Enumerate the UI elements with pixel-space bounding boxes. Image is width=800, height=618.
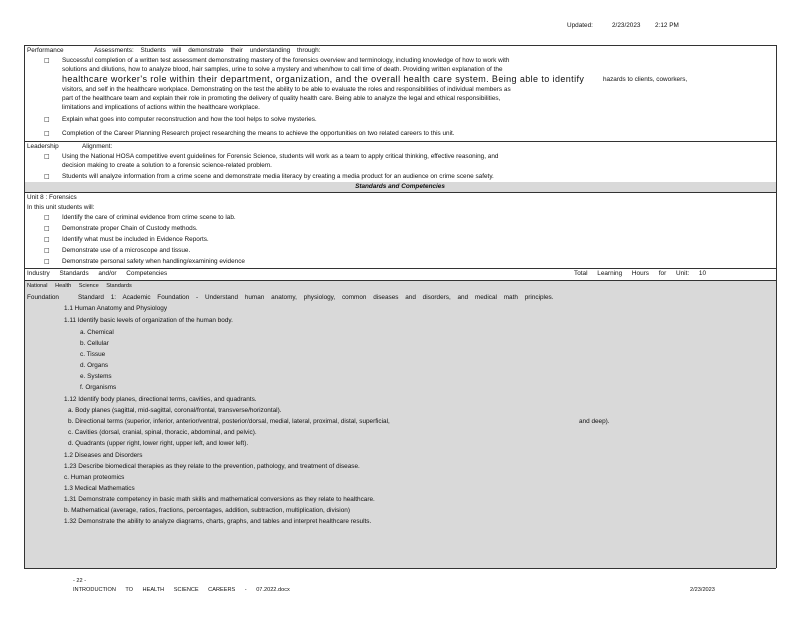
body-quadrants: d. Quadrants (upper right, lower right, upper left, and lower left).: [68, 440, 249, 447]
standard-1-11: 1.11 Identify basic levels of organization of the human body.: [64, 317, 233, 324]
performance-bullet-1-line-3: healthcare worker's role within their department, organization, and the overall health care system. Being able to identify: [62, 74, 585, 84]
document-name: INTRODUCTION TO HEALTH SCIENCE CAREERS - 07.2022.docx: [73, 587, 290, 593]
organization-level: d. Organs: [80, 362, 109, 369]
standard-1-1: 1.1 Human Anatomy and Physiology: [64, 305, 168, 312]
unit-intro: In this unit students will:: [27, 204, 95, 211]
assessments-heading: Assessments: Students will demonstrate their understanding through:: [94, 47, 321, 54]
body-planes: a. Body planes (sagittal, mid-sagittal, coronal/frontal, transverse/horizontal).: [68, 407, 282, 414]
unit-title: Unit 8 : Forensics: [27, 194, 77, 201]
leadership-bullet-1-line-2: decision making to create a solution to a forensic science-related problem.: [62, 162, 272, 169]
updated-time: 2:12 PM: [655, 22, 679, 29]
organization-level: c. Tissue: [80, 351, 106, 358]
organization-level: b. Cellular: [80, 340, 109, 347]
section-divider: [24, 268, 776, 269]
human-proteomics: c. Human proteomics: [64, 474, 125, 481]
bullet-icon: □: [44, 173, 50, 180]
bullet-icon: □: [44, 214, 50, 221]
standard-1-32: 1.32 Demonstrate the ability to analyze diagrams, charts, graphs, and tables and interpret healthcare results.: [64, 518, 372, 525]
bullet-icon: □: [44, 116, 50, 123]
performance-bullet-1-line-6: limitations and implications of actions within the healthcare workplace.: [62, 104, 260, 111]
body-cavities: c. Cavities (dorsal, cranial, spinal, thoracic, abdominal, and pelvic).: [68, 429, 257, 436]
performance-bullet-2: Explain what goes into computer reconstruction and how the tool helps to solve mysteries.: [62, 116, 317, 123]
leadership-label: Leadership: [27, 143, 59, 150]
table-right-border: [776, 45, 777, 568]
bullet-icon: □: [44, 258, 50, 265]
section-divider: [24, 192, 776, 193]
unit-objective: Demonstrate use of a microscope and tissue.: [62, 247, 191, 254]
alignment-heading: Alignment:: [82, 143, 113, 150]
performance-bullet-1-line-5: part of the healthcare team and explain their role in promoting the delivery of quality health care. Being able to analyze the legal and ethical responsibilities,: [62, 95, 501, 102]
mathematical-operations: b. Mathematical (average, ratios, fractions, percentages, addition, subtraction, multiplication, division): [64, 507, 350, 514]
nhss-label: National Health Science Standards: [27, 283, 132, 289]
performance-bullet-1-line-3-tail: hazards to clients, coworkers,: [603, 76, 688, 83]
performance-bullet-3: Completion of the Career Planning Research project researching the means to achieve the opportunities on two related careers to this unit.: [62, 130, 455, 137]
section-divider: [24, 141, 776, 142]
organization-level: a. Chemical: [80, 329, 114, 336]
leadership-bullet-2: Students will analyze information from a crime scene and demonstrate media literacy by creating a media product for an audience on crime scene safety.: [62, 173, 494, 180]
standard-1-12: 1.12 Identify body planes, directional terms, cavities, and quadrants.: [64, 396, 257, 403]
foundation-label: Foundation: [27, 294, 59, 301]
standards-heading: Standards and Competencies: [355, 183, 445, 190]
organization-level: e. Systems: [80, 373, 112, 380]
foundation-standard: Standard 1: Academic Foundation - Understand human anatomy, physiology, common diseases and disorders, and medical math principles.: [78, 294, 554, 301]
bullet-icon: □: [44, 236, 50, 243]
standard-1-31: 1.31 Demonstrate competency in basic math skills and mathematical conversions as they relate to healthcare.: [64, 496, 375, 503]
page-number: - 22 -: [73, 578, 87, 584]
bullet-icon: □: [44, 57, 50, 64]
industry-standards-label: Industry Standards and/or Competencies: [27, 270, 168, 277]
unit-objective: Identify the care of criminal evidence from crime scene to lab.: [62, 214, 236, 221]
standard-1-23: 1.23 Describe biomedical therapies as they relate to the prevention, pathology, and treatment of disease.: [64, 463, 360, 470]
bullet-icon: □: [44, 130, 50, 137]
footer-date: 2/23/2023: [690, 587, 715, 593]
table-bottom-border: [24, 568, 776, 569]
directional-terms-tail: and deep).: [579, 418, 610, 425]
standard-1-3: 1.3 Medical Mathematics: [64, 485, 135, 492]
standard-1-2: 1.2 Diseases and Disorders: [64, 452, 143, 459]
leadership-bullet-1-line-1: Using the National HOSA competitive event guidelines for Forensic Science, students will work as a team to apply critical thinking, effective reasoning, and: [62, 153, 499, 160]
total-learning-hours: Total Learning Hours for Unit: 10: [574, 270, 707, 277]
directional-terms: b. Directional terms (superior, inferior, anterior/ventral, posterior/dorsal, medial, lateral, proximal, distal, superficial,: [68, 418, 390, 425]
performance-bullet-1-line-2: solutions and dilutions, how to analyze blood, hair samples, urine to solve a mystery and when/how to call time of death. Providing written explanation of the: [62, 66, 503, 73]
bullet-icon: □: [44, 225, 50, 232]
updated-date: 2/23/2023: [612, 22, 641, 29]
updated-label: Updated:: [567, 22, 593, 29]
table-top-border: [24, 45, 776, 46]
organization-level: f. Organisms: [80, 384, 117, 391]
performance-bullet-1-line-1: Successful completion of a written test assessment demonstrating mastery of the forensics overview and terminology, including knowledge of how to work with: [62, 57, 510, 64]
bullet-icon: □: [44, 153, 50, 160]
bullet-icon: □: [44, 247, 50, 254]
unit-objective: Demonstrate personal safety when handling/examining evidence: [62, 258, 245, 265]
performance-label: Performance: [27, 47, 64, 54]
unit-objective: Identify what must be included in Evidence Reports.: [62, 236, 209, 243]
performance-bullet-1-line-4: visitors, and self in the healthcare workplace. Demonstrating on the test the ability to be able to evaluate the roles and responsibilities of individual members as: [62, 86, 511, 93]
unit-objective: Demonstrate proper Chain of Custody methods.: [62, 225, 198, 232]
